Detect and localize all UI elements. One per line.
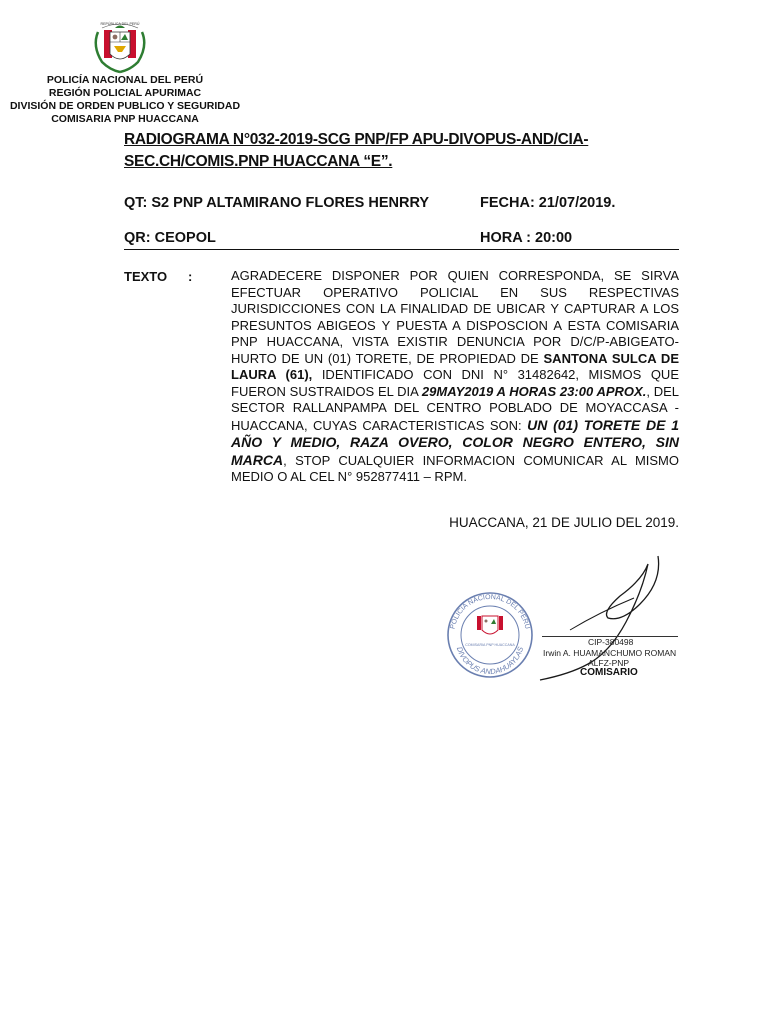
texto-colon: :: [188, 269, 193, 284]
header-line-region: REGIÓN POLICIAL APURIMAC: [48, 87, 202, 99]
body-owner-name: SANTONA SULCA DE LAURA (61),: [231, 350, 679, 382]
national-emblem-icon: [88, 18, 152, 74]
time-field: HORA : 20:00: [480, 230, 573, 246]
emblem-caption: REPÚBLICA DEL PERÚ: [100, 22, 140, 26]
qr-sender: QR: CEOPOL: [124, 230, 216, 246]
document-title: [124, 129, 684, 173]
body-part-3: , DEL SECTOR RALLANPAMPA DEL CENTRO POBLADO DE MOYACCASA - HUACCANA, CUYAS CARACTERISTICAS SON:: [231, 383, 679, 433]
header-line-division: DIVISIÓN DE ORDEN PUBLICO Y SEGURIDAD: [9, 100, 241, 112]
stamp-top-text: POLICIA NACIONAL DEL PERU: [449, 593, 531, 630]
title-line-2: SEC.CH/COMIS.PNP HUACCANA “E”.: [124, 153, 393, 170]
qt-recipient: QT: S2 PNP ALTAMIRANO FLORES HENRRY: [124, 195, 430, 211]
place-and-date: HUACCANA, 21 DE JULIO DEL 2019.: [449, 515, 679, 530]
stamp-inner-text: COMISARIA PNP HUACCANA: [465, 643, 515, 647]
header-divider: [124, 249, 679, 250]
police-stamp: [440, 590, 540, 680]
body-part-1: AGRADECERE DISPONER POR QUIEN CORRESPONDA, SE SIRVA EFECTUAR OPERATIVO POLICIAL EN SUS RESPECTIVAS JURISDICCIONES CON LA FINALIDAD DE UBICAR Y CAPTURAR A LOS PRESUNTOS ABIGEOS Y PUESTA A DISPOSCION A ESTA COMISARIA PNP HUACCANA, VISTA EXISTIR DENUNCIA POR D/C/P-ABIGEATO-HURTO DE UN (01) TORETE, DE PROPIEDAD DE: [231, 268, 679, 366]
body-animal-description: UN (01) TORETE DE 1 AÑO Y MEDIO, RAZA OVERO, COLOR NEGRO ENTERO, SIN MARCA: [231, 416, 679, 468]
signatory-cip: CIP-380498: [588, 637, 634, 647]
header-line-station: COMISARIA PNP HUACCANA: [51, 113, 199, 125]
body-part-2: IDENTIFICADO CON DNI N° 31482642, MISMOS QUE FUERON SUSTRAIDOS EL DIA: [231, 367, 679, 399]
date-field: FECHA: 21/07/2019.: [480, 195, 616, 211]
signatory-title: COMISARIO: [580, 667, 638, 678]
message-body: [231, 268, 679, 486]
texto-label: TEXTO: [124, 269, 168, 284]
title-line-1: RADIOGRAMA N°032-2019-SCG PNP/FP APU-DIVOPUS-AND/CIA-: [124, 131, 589, 148]
institution-header: [0, 74, 250, 126]
signatory-rank: ALFZ-PNP: [588, 658, 630, 668]
signatory-name: Irwin A. HUAMANCHUMO ROMAN: [543, 648, 677, 658]
body-part-4: , STOP CUALQUIER INFORMACION COMUNICAR AL MISMO MEDIO O AL CEL N° 952877411 – RPM.: [231, 452, 679, 484]
header-line-police: POLICÍA NACIONAL DEL PERÚ: [46, 74, 204, 86]
stamp-bottom-text: DIVOPUS ANDAHUAYLAS: [454, 645, 526, 677]
body-incident-datetime: 29MAY2019 A HORAS 23:00 APROX.: [421, 383, 647, 399]
